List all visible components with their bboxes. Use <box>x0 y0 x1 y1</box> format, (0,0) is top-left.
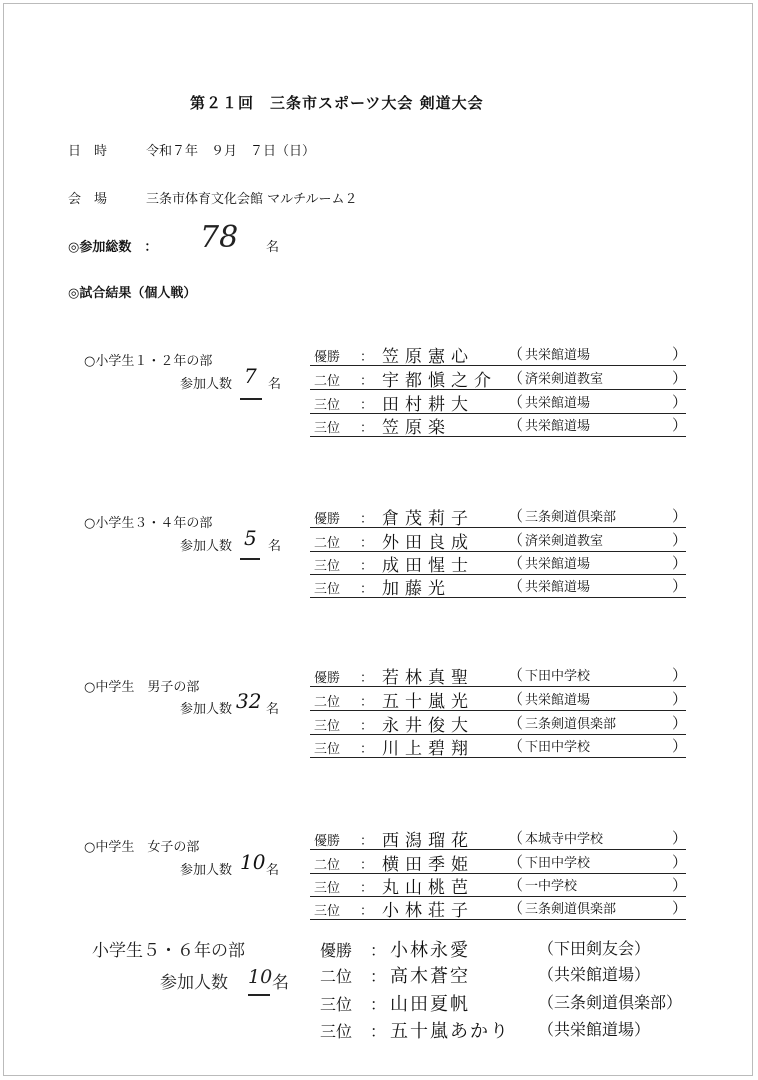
rank: 三位 <box>314 881 341 896</box>
result-row: 三位 ： 小林荘子 （ 三条剣道倶楽部 ） <box>310 897 686 920</box>
club-name: （下田剣友会） <box>538 939 651 958</box>
player-name: 宇都愼之介 <box>382 371 497 391</box>
rank: 優勝 <box>314 350 341 365</box>
rank: 二位 <box>320 967 353 986</box>
player-name: 高木蒼空 <box>390 966 470 987</box>
player-name: 小林荘子 <box>382 901 474 921</box>
venue-label: 会 場 <box>68 192 108 207</box>
player-name: 西潟瑠花 <box>382 831 474 851</box>
rank: 三位 <box>314 904 341 919</box>
result-row: 二位 ： 外田良成 （ 済栄剣道教室 ） <box>310 529 686 552</box>
handwritten-unit: 名 <box>272 973 289 993</box>
division-count: 10 <box>240 850 266 874</box>
player-name: 笠原楽 <box>382 418 451 438</box>
player-name: 永井俊大 <box>382 716 474 736</box>
club-name: 下田中学校 <box>525 856 591 871</box>
player-name: 成田惺士 <box>382 556 474 576</box>
club-name: 共栄館道場 <box>525 419 591 434</box>
result-row: 優勝 ： 笠原憲心 （ 共栄館道場 ） <box>310 343 686 366</box>
result-row: 二位 ： 五十嵐光 （ 共栄館道場 ） <box>310 688 686 711</box>
results-heading: ◎試合結果（個人戦） <box>68 286 197 301</box>
rank: 二位 <box>314 695 341 710</box>
division-count-label: 参加人数 <box>180 863 233 878</box>
club-name: 共栄館道場 <box>525 396 591 411</box>
player-name: 横田季姫 <box>382 855 474 875</box>
club-name: 共栄館道場 <box>525 580 591 595</box>
club-name: 三条剣道倶楽部 <box>525 717 617 732</box>
total-label: ◎参加総数 ： <box>68 240 158 255</box>
rank: 三位 <box>320 995 353 1014</box>
division-count-label: 参加人数 <box>180 377 233 392</box>
club-name: （共栄館道場） <box>538 1020 651 1039</box>
handwritten-result-row: 二位 ： 高木蒼空 （共栄館道場） <box>320 960 700 988</box>
division-unit: 名 <box>268 539 282 554</box>
rank: 三位 <box>314 421 341 436</box>
division-count-label: 参加人数 <box>180 702 233 717</box>
player-name: 五十嵐光 <box>382 692 474 712</box>
count-underline <box>248 994 270 996</box>
player-name: 小林永愛 <box>390 940 470 961</box>
division-unit: 名 <box>266 702 280 717</box>
venue-value: 三条市体育文化会館 マルチルーム２ <box>146 192 358 207</box>
player-name: 田村耕大 <box>382 395 474 415</box>
division-count: 7 <box>244 364 257 388</box>
division-count-label: 参加人数 <box>180 539 233 554</box>
division-count: 32 <box>236 689 262 713</box>
rank: 三位 <box>314 719 341 734</box>
club-name: 共栄館道場 <box>525 348 591 363</box>
result-row: 優勝 ： 若林真聖 （ 下田中学校 ） <box>310 664 686 687</box>
result-row: 三位 ： 川上碧翔 （ 下田中学校 ） <box>310 735 686 758</box>
division-count: 5 <box>244 526 257 550</box>
division-unit: 名 <box>266 863 280 878</box>
handwritten-count: 10 <box>248 966 273 988</box>
player-name: 川上碧翔 <box>382 739 474 759</box>
player-name: 丸山桃芭 <box>382 878 474 898</box>
player-name: 笠原憲心 <box>382 347 474 367</box>
handwritten-division-name: 小学生５・６年の部 <box>92 941 245 961</box>
club-name: 下田中学校 <box>525 669 591 684</box>
result-row: 三位 ： 永井俊大 （ 三条剣道倶楽部 ） <box>310 712 686 735</box>
count-underline <box>240 398 262 400</box>
player-name: 外田良成 <box>382 533 474 553</box>
club-name: 済栄剣道教室 <box>525 372 604 387</box>
rank: 三位 <box>314 582 341 597</box>
club-name: 本城寺中学校 <box>525 832 604 847</box>
club-name: 三条剣道倶楽部 <box>525 902 617 917</box>
rank: 優勝 <box>320 941 353 960</box>
club-name: 下田中学校 <box>525 740 591 755</box>
rank: 二位 <box>314 858 341 873</box>
rank: 三位 <box>314 559 341 574</box>
club-name: （三条剣道倶楽部） <box>538 993 683 1012</box>
player-name: 五十嵐あかり <box>390 1021 510 1042</box>
rank: 二位 <box>314 374 341 389</box>
rank: 三位 <box>314 398 341 413</box>
result-row: 三位 ： 成田惺士 （ 共栄館道場 ） <box>310 552 686 575</box>
player-name: 加藤光 <box>382 579 451 599</box>
club-name: 済栄剣道教室 <box>525 534 604 549</box>
date-value: 令和７年 ９月 ７日（日） <box>146 144 316 159</box>
division-name: ○小学生３・４年の部 <box>84 516 213 531</box>
division-name: ○小学生１・２年の部 <box>84 354 213 369</box>
result-row: 三位 ： 田村耕大 （ 共栄館道場 ） <box>310 391 686 414</box>
total-value: 78 <box>200 220 239 255</box>
rank: 三位 <box>314 742 341 757</box>
rank: 二位 <box>314 536 341 551</box>
date-label: 日 時 <box>68 144 108 159</box>
result-row: 優勝 ： 西潟瑠花 （ 本城寺中学校 ） <box>310 827 686 850</box>
page-title: 第２１回 三条市スポーツ大会 剣道大会 <box>190 94 484 112</box>
club-name: 共栄館道場 <box>525 693 591 708</box>
handwritten-count-label: 参加人数 <box>160 973 228 993</box>
club-name: 三条剣道倶楽部 <box>525 510 617 525</box>
player-name: 倉茂莉子 <box>382 509 474 529</box>
rank: 優勝 <box>314 512 341 527</box>
club-name: 一中学校 <box>525 879 578 894</box>
club-name: 共栄館道場 <box>525 557 591 572</box>
player-name: 山田夏帆 <box>390 994 470 1015</box>
rank: 優勝 <box>314 834 341 849</box>
rank: 三位 <box>320 1022 353 1041</box>
division-name: ○中学生 男子の部 <box>84 680 200 695</box>
handwritten-result-row: 優勝 ： 小林永愛 （下田剣友会） <box>320 934 700 962</box>
handwritten-result-row: 三位 ： 山田夏帆 （三条剣道倶楽部） <box>320 988 700 1016</box>
rank: 優勝 <box>314 671 341 686</box>
player-name: 若林真聖 <box>382 668 474 688</box>
result-row: 三位 ： 加藤光 （ 共栄館道場 ） <box>310 575 686 598</box>
handwritten-result-row: 三位 ： 五十嵐あかり （共栄館道場） <box>320 1015 700 1043</box>
total-unit: 名 <box>266 240 280 255</box>
club-name: （共栄館道場） <box>538 965 651 984</box>
division-unit: 名 <box>268 377 282 392</box>
count-underline <box>240 558 260 560</box>
result-row: 三位 ： 丸山桃芭 （ 一中学校 ） <box>310 874 686 897</box>
division-name: ○中学生 女子の部 <box>84 840 200 855</box>
result-row: 二位 ： 横田季姫 （ 下田中学校 ） <box>310 851 686 874</box>
result-row: 三位 ： 笠原楽 （ 共栄館道場 ） <box>310 414 686 437</box>
result-row: 優勝 ： 倉茂莉子 （ 三条剣道倶楽部 ） <box>310 505 686 528</box>
result-row: 二位 ： 宇都愼之介 （ 済栄剣道教室 ） <box>310 367 686 390</box>
